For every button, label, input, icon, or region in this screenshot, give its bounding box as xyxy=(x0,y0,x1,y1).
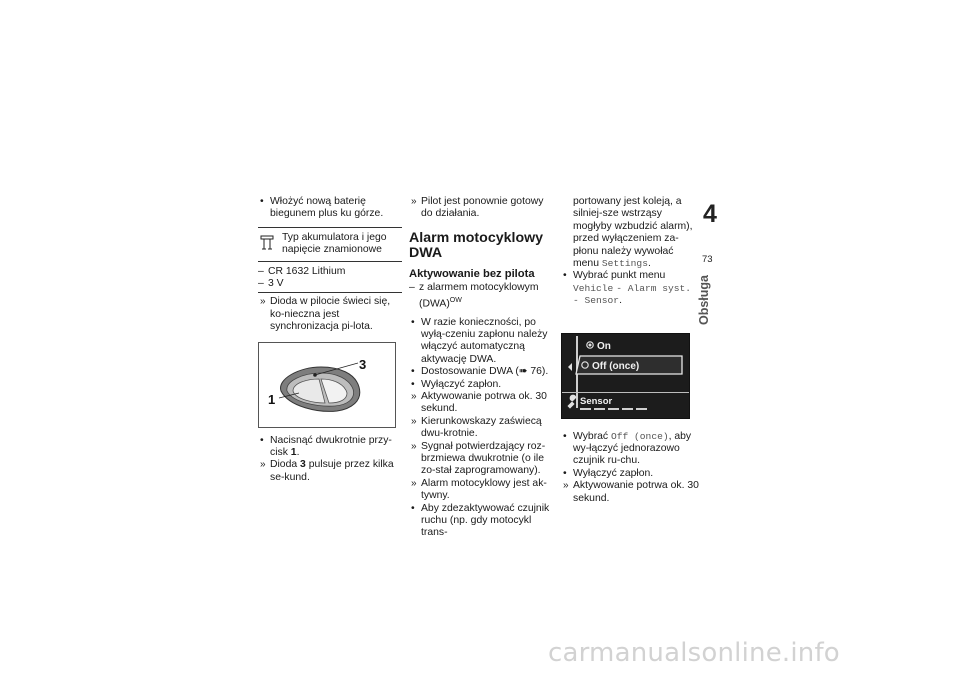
list-item: • Wybrać punkt menu Vehicle - Alarm syst. - Sensor. xyxy=(563,270,692,307)
bullet-marker: • xyxy=(563,430,567,442)
tft-display xyxy=(561,333,690,419)
page-number: 73 xyxy=(702,254,713,265)
battery-icon xyxy=(258,232,276,257)
battery-info-box xyxy=(258,227,402,262)
chapter-number: 4 xyxy=(703,200,717,228)
bullet-marker: • xyxy=(260,196,264,207)
continuation-text: portowany jest koleją, a silniej-sze wstrząsy mogłyby wzbudzić alarm), przed wyłączeniem za-płonu należy wywołać menu Settings. xyxy=(573,196,693,270)
bullet-marker: • xyxy=(563,467,567,479)
section-heading: Alarm motocyklowy DWA xyxy=(409,229,544,262)
label-3: 3 xyxy=(359,356,367,372)
bullet-marker: • xyxy=(563,270,567,282)
option-on: On xyxy=(597,340,611,352)
chapter-title: Obsługa xyxy=(697,274,711,325)
led-ref: 3 xyxy=(300,459,306,471)
bullet-marker: • xyxy=(411,366,415,378)
list-item: » Aktywowanie potrwa ok. 30 sekund. xyxy=(411,390,547,415)
option-code: OW xyxy=(449,296,462,304)
spec-item: – CR 1632 Lithium xyxy=(258,265,346,277)
condition-item: – z alarmem motocyklowym (DWA)$^{OW}$ xyxy=(409,282,539,310)
key-fob-image xyxy=(258,342,396,428)
bullet-marker: • xyxy=(260,434,264,446)
bullet-marker: • xyxy=(411,502,415,514)
box-title: Typ akumulatora i jego napięcie znamionowe xyxy=(282,231,387,256)
instruction-text: Nacisnąć dwukrotnie przy-cisk xyxy=(270,434,392,459)
column-middle xyxy=(409,196,553,540)
result-marker: » xyxy=(411,477,417,489)
bullet-marker: • xyxy=(411,378,415,390)
column-right xyxy=(561,196,701,505)
label-1: 1 xyxy=(268,391,276,407)
menu-path: Vehicle xyxy=(573,282,614,294)
result-text: Pilot jest ponownie gotowy do działania. xyxy=(421,196,544,220)
list-item: • Wyłączyć zapłon. xyxy=(563,467,654,479)
list-item: » Kierunkowskazy zaświecą dwu-krotnie. xyxy=(411,415,542,440)
menu-option: Off (once) xyxy=(611,430,669,442)
list-item: • Aby zdezaktywować czujnik ruchu (np. gdy motocykl trans- xyxy=(411,502,550,539)
list-item xyxy=(409,196,553,221)
watermark: carmanualsonline.info xyxy=(548,638,840,668)
result-marker: » xyxy=(411,196,417,207)
battery-voltage: 3 V xyxy=(268,278,284,290)
list-item: » Sygnał potwierdzający roz-brzmiewa dwukrotnie (o ile zo-stał zaprogramowany). xyxy=(411,440,546,477)
list-item: • W razie konieczności, po wyłą-czeniu zapłonu należy włączyć automatyczną aktywację DWA. xyxy=(411,316,548,365)
battery-type: CR 1632 Lithium xyxy=(268,265,346,277)
result-marker: » xyxy=(411,440,417,452)
result-marker: » xyxy=(260,296,266,308)
option-off-once: Off (once) xyxy=(592,360,640,372)
bullet-marker: • xyxy=(411,316,415,328)
sub-heading: Aktywowanie bez pilota xyxy=(409,267,535,280)
list-item: • Dostosowanie DWA (➠ 76). xyxy=(411,366,549,378)
list-item: » Dioda 3 pulsuje przez kilka se-kund. xyxy=(260,459,394,483)
list-item xyxy=(258,196,402,221)
instruction-text: Włożyć nową baterię biegunem plus ku górze. xyxy=(270,196,384,220)
result-marker: » xyxy=(563,480,569,492)
list-item xyxy=(258,296,402,333)
button-ref: 1 xyxy=(290,447,297,459)
sensor-label: Sensor xyxy=(580,395,613,407)
list-item: » Aktywowanie potrwa ok. 30 sekund. xyxy=(563,480,699,504)
list-item: • Nacisnąć dwukrotnie przy-cisk 1. xyxy=(260,434,392,459)
result-marker: » xyxy=(260,459,266,471)
spec-item: – 3 V xyxy=(258,278,402,293)
list-item: • Wyłączyć zapłon. xyxy=(411,378,502,390)
column-left xyxy=(258,196,402,484)
menu-settings: Settings xyxy=(601,258,648,270)
result-marker: » xyxy=(411,415,417,427)
list-item: • Wybrać Off (once), aby wy-łączyć jednorazowo czujnik ru-chu. xyxy=(563,430,692,467)
menu-path-cont: - Alarm syst. - Sensor xyxy=(573,282,692,307)
result-marker: » xyxy=(411,390,417,402)
result-text: Dioda w pilocie świeci się, ko-niecznа jest synchronizacja pi-lota. xyxy=(270,296,391,333)
list-item: » Alarm motocyklowy jest ak-tywny. xyxy=(411,477,547,502)
